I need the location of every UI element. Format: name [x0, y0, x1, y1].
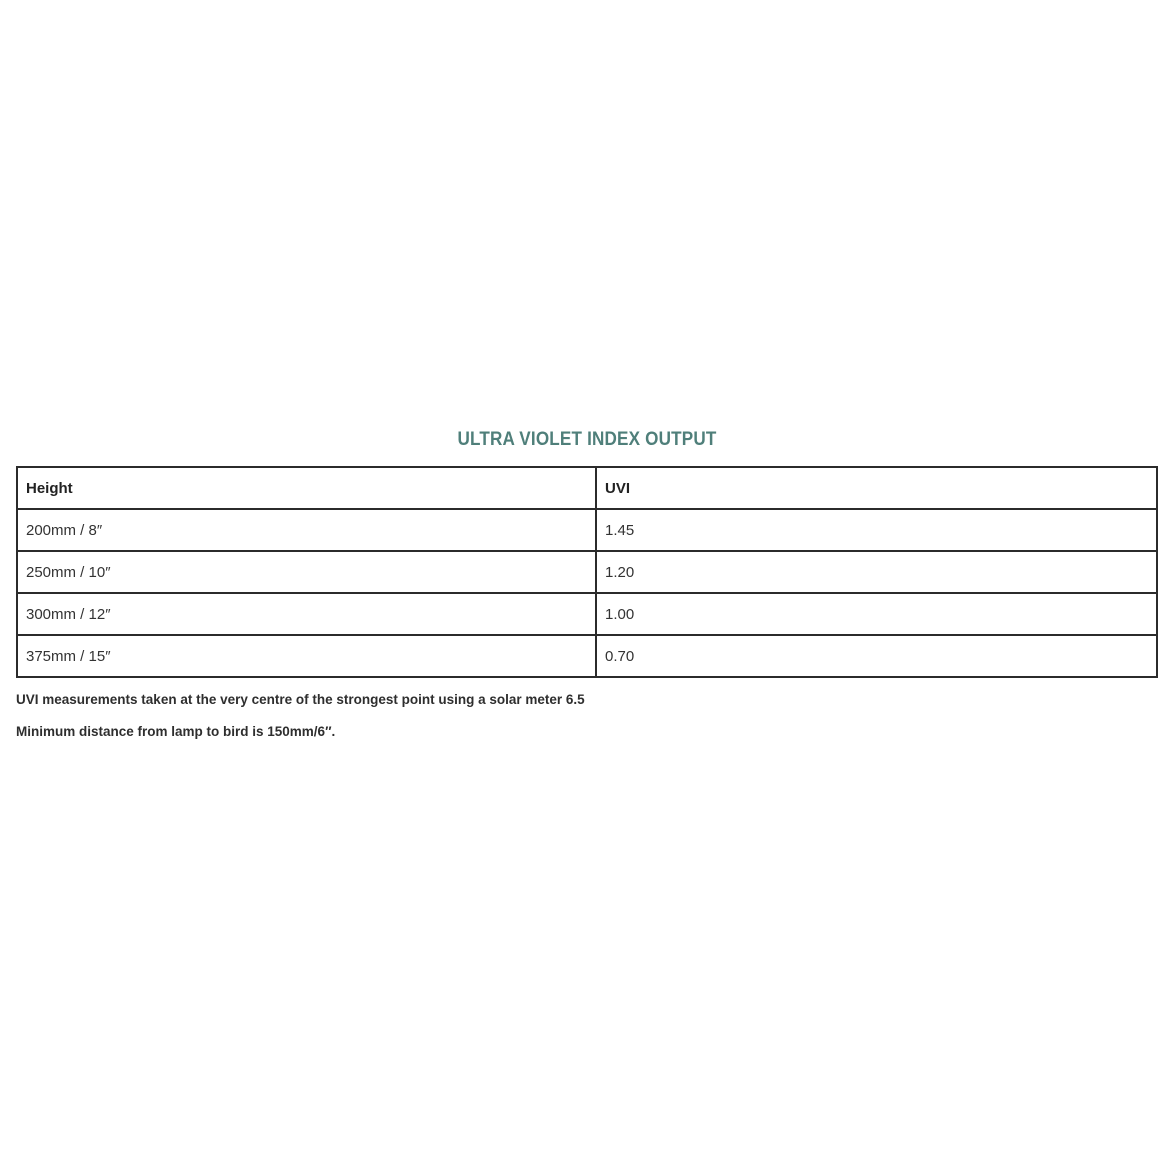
- notes: [16, 690, 1158, 754]
- table-row: [17, 593, 1157, 635]
- distance-note: Minimum distance from lamp to bird is 150mm/6″.: [16, 724, 336, 739]
- cell-height: 250mm / 10″: [17, 551, 596, 593]
- table-row: [17, 635, 1157, 677]
- header-height: Height: [17, 467, 596, 509]
- cell-height: 300mm / 12″: [17, 593, 596, 635]
- table-row: [17, 509, 1157, 551]
- section-title: ULTRA VIOLET INDEX OUTPUT: [457, 429, 717, 450]
- cell-uvi: 1.00: [596, 593, 1157, 635]
- cell-uvi: 1.45: [596, 509, 1157, 551]
- cell-height: 375mm / 15″: [17, 635, 596, 677]
- measurement-note: UVI measurements taken at the very centre of the strongest point using a solar meter 6.5: [16, 692, 585, 707]
- cell-height: 200mm / 8″: [17, 509, 596, 551]
- uvi-section: [16, 428, 1158, 754]
- header-uvi: UVI: [596, 467, 1157, 509]
- cell-uvi: 0.70: [596, 635, 1157, 677]
- table-row: [17, 551, 1157, 593]
- uvi-table: [16, 466, 1158, 678]
- cell-uvi: 1.20: [596, 551, 1157, 593]
- table-header-row: [17, 467, 1157, 509]
